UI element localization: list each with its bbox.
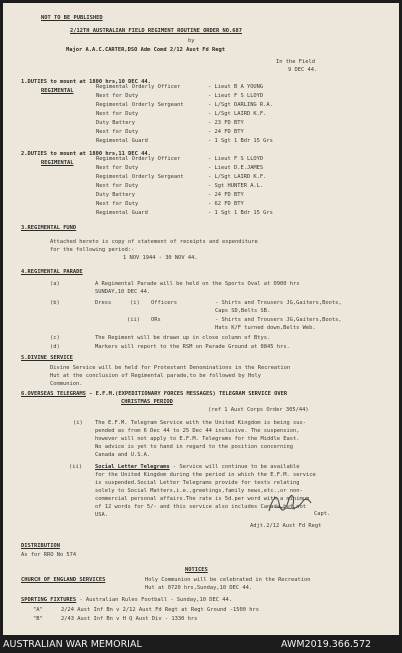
item-label: (d) <box>50 344 60 350</box>
fixture-label: "A" <box>33 607 43 613</box>
item-label: (c) <box>50 335 60 341</box>
social-telegrams-text: - Service will continue to be available <box>169 464 300 470</box>
sporting-fixtures-text: - Australian Rules Football - Sunday,10 DEC 44. <box>76 597 232 603</box>
notices-title: NOTICES <box>185 567 208 573</box>
parade-text: SUNDAY,10 DEC 44. <box>95 289 151 295</box>
parade-text: The Regiment will be drawn up in close column of Btys. <box>95 335 271 341</box>
document-page <box>3 3 399 635</box>
duties-2-subheading: REGIMENTAL <box>41 160 74 166</box>
duty-assignee: - Sgt HUNTER A.L. <box>208 183 264 189</box>
duty-assignee: - 24 FD BTY <box>208 192 244 198</box>
duty-assignee: - L/Sgt DARLING R.A. <box>208 102 273 108</box>
duty-role: Regimental Orderly Sergeant <box>96 174 184 180</box>
archive-id: AWM2019.366.572 <box>281 639 372 650</box>
handwritten-signature <box>265 489 315 517</box>
social-telegrams-line <box>95 464 299 470</box>
dress-ors-text: - Shirts and Trousers JG,Gaiters,Boots, <box>215 317 342 323</box>
telegram-text: pended as from 6 Dec 44 to 25 Dec 44 inclusive. The suspension, <box>95 428 300 434</box>
duty-assignee: - Lieut F S LLOYD <box>208 156 264 162</box>
routine-order <box>3 3 399 635</box>
duty-role: Next for Duty <box>96 201 139 207</box>
duty-role: Regimental Orderly Officer <box>96 156 181 162</box>
by-line: by <box>188 38 195 44</box>
duty-assignee: - 1 Sgt 1 Bdr 15 Grs <box>208 210 273 216</box>
overseas-telegrams-title <box>21 391 287 397</box>
signatory-rank: Capt. <box>314 511 331 517</box>
order-place: In the Field <box>276 59 315 65</box>
signatory-appointment: Adjt.2/12 Aust Fd Regt <box>250 523 322 529</box>
duty-assignee: - L/Sgt LAIRD K.F. <box>208 174 267 180</box>
fixture-label: "B" <box>33 616 43 622</box>
fund-text: Attached hereto is copy of statement of receipts and expenditure <box>50 239 258 245</box>
duty-assignee: - 24 FD BTY <box>208 129 244 135</box>
duties-1-title: 1.DUTIES to mount at 1800 hrs,10 DEC 44. <box>21 79 151 85</box>
distribution-title: DISTRIBUTION <box>21 543 60 549</box>
dress-officers-text: - Shirts and Trousers JG,Gaiters,Boots, <box>215 300 342 306</box>
duty-assignee: - Lieut F S LLOYD <box>208 93 264 99</box>
church-services-title: CHURCH OF ENGLAND SERVICES <box>21 577 106 583</box>
item-label: (i) <box>73 420 83 426</box>
duty-assignee: - 23 FD BTY <box>208 120 244 126</box>
duty-role: Next for Duty <box>96 93 139 99</box>
item-label: (a) <box>50 281 60 287</box>
dress-ors-text: Hats K/F turned down,Belts Web. <box>215 325 316 331</box>
duty-role: Regimental Guard <box>96 138 148 144</box>
order-title: 2/12TH AUSTRALIAN FIELD REGIMENT ROUTINE ORDER NO.687 <box>70 28 243 34</box>
telegram-text: USA. <box>95 512 108 518</box>
parade-text: A Regimental Parade will be held on the Sports Oval at 0900 hrs <box>95 281 300 287</box>
sporting-fixtures-title: SPORTING FIXTURES <box>21 597 77 603</box>
divine-service-title: 5.DIVINE SERVICE <box>21 355 73 361</box>
dress-label: Dress <box>95 300 112 306</box>
restriction-notice: NOT TO BE PUBLISHED <box>41 15 103 21</box>
telegram-text: for the United Kingdom during the period in which the E.F.M. service <box>95 472 316 478</box>
archive-source: AUSTRALIAN WAR MEMORIAL <box>3 639 142 650</box>
telegram-text: The E.F.M. Telegram Service with the United Kingdom is being sus- <box>95 420 306 426</box>
regimental-parade-title: 4.REGIMENTAL PARADE <box>21 269 83 275</box>
duty-assignee: - Lieut D.E.JAMES <box>208 165 264 171</box>
christmas-period-heading: CHRISTMAS PERIOD <box>121 399 173 405</box>
telegram-text: Canada and U.S.A. <box>95 452 151 458</box>
item-label: (ii) <box>69 464 82 470</box>
distribution-text: As for RRO No 574 <box>21 552 77 558</box>
divine-service-text: Communion. <box>50 381 83 387</box>
efm-heading: - E.F.M.(EXPEDITIONARY FORCES MESSAGES) TELEGRAM SERVICE OVER <box>85 391 288 397</box>
dress-officers-label: Officers <box>151 300 177 306</box>
fund-text: for the following period:- <box>50 247 135 253</box>
item-label: (i) <box>130 300 140 306</box>
duty-role: Next for Duty <box>96 165 139 171</box>
duty-role: Next for Duty <box>96 111 139 117</box>
duty-role: Next for Duty <box>96 183 139 189</box>
duty-assignee: - 1 Sgt 1 Bdr 15 Grs <box>208 138 273 144</box>
archive-caption-bar <box>0 636 402 653</box>
duty-role: Regimental Guard <box>96 210 148 216</box>
duties-2-title: 2.DUTIES to mount at 1800 hrs,11 DEC 44. <box>21 151 151 157</box>
regimental-fund-title: 3.REGIMENTAL FUND <box>21 225 77 231</box>
overseas-telegrams-heading: 6.OVERSEAS TELEGRAMS <box>21 391 86 397</box>
corps-order-ref: (ref 1 Aust Corps Order 305/44) <box>208 407 309 413</box>
fixture-text: 2/24 Aust Inf Bn v 2/12 Aust Fd Regt at Regt Ground -1500 hrs <box>61 607 259 613</box>
duties-1-subheading: REGIMENTAL <box>41 88 74 94</box>
social-telegrams-heading: Social Letter Telegrams <box>95 464 170 470</box>
telegram-text: is suspended.Social Letter Telegrams provide for texts relating <box>95 480 300 486</box>
dress-ors-label: ORs <box>151 317 161 323</box>
duty-assignee: - 62 FD BTY <box>208 201 244 207</box>
telegram-text: No advice is yet to hand in regard to the position concerning <box>95 444 293 450</box>
church-services-text: Holy Communion will be celebrated in the Recreation <box>145 577 311 583</box>
duty-assignee: - Lieut B A YOUNG <box>208 84 264 90</box>
telegram-text: however will not apply to E.F.M. Telegrams for the Middle East. <box>95 436 300 442</box>
order-author: Major A.A.C.CARTER,DSO Adm Comd 2/12 Aust Fd Regt <box>66 47 226 53</box>
duty-assignee: - L/Sgt LAIRD K.F. <box>208 111 267 117</box>
dress-officers-text: Caps SD,Belts SB. <box>215 308 271 314</box>
telegram-text: solely to Social Matters,i.e.,greetings,family news,etc.,or non- <box>95 488 303 494</box>
duty-role: Regimental Orderly Officer <box>96 84 181 90</box>
church-services-text: Hut at 0720 hrs,Sunday,10 DEC 44. <box>145 585 253 591</box>
order-date: 9 DEC 44. <box>288 67 318 73</box>
fund-period: 1 NOV 1944 - 30 NOV 44. <box>123 255 198 261</box>
telegram-text: commercial personal affairs.The rate is 5d.per word with a minimum <box>95 496 310 502</box>
duty-role: Regimental Orderly Sergeant <box>96 102 184 108</box>
sporting-fixtures-line <box>21 597 232 603</box>
divine-service-text: Divine Service will be held for Protestant Denominations in the Recreation <box>50 365 291 371</box>
duty-role: Duty Battery <box>96 192 135 198</box>
item-label: (ii) <box>127 317 140 323</box>
fixture-text: 2/43 Aust Inf Bn v H Q Aust Div - 1330 hrs <box>61 616 198 622</box>
duty-role: Duty Battery <box>96 120 135 126</box>
parade-text: Markers will report to the RSM on Parade Ground at 0845 hrs. <box>95 344 290 350</box>
telegram-text: of 12 words for 5/- and this service also includes Canada,but not <box>95 504 306 510</box>
divine-service-text: Hut at the conclusion of Regimental parade,to be followed by Holy <box>50 373 261 379</box>
duty-role: Next for Duty <box>96 129 139 135</box>
item-label: (b) <box>50 300 60 306</box>
